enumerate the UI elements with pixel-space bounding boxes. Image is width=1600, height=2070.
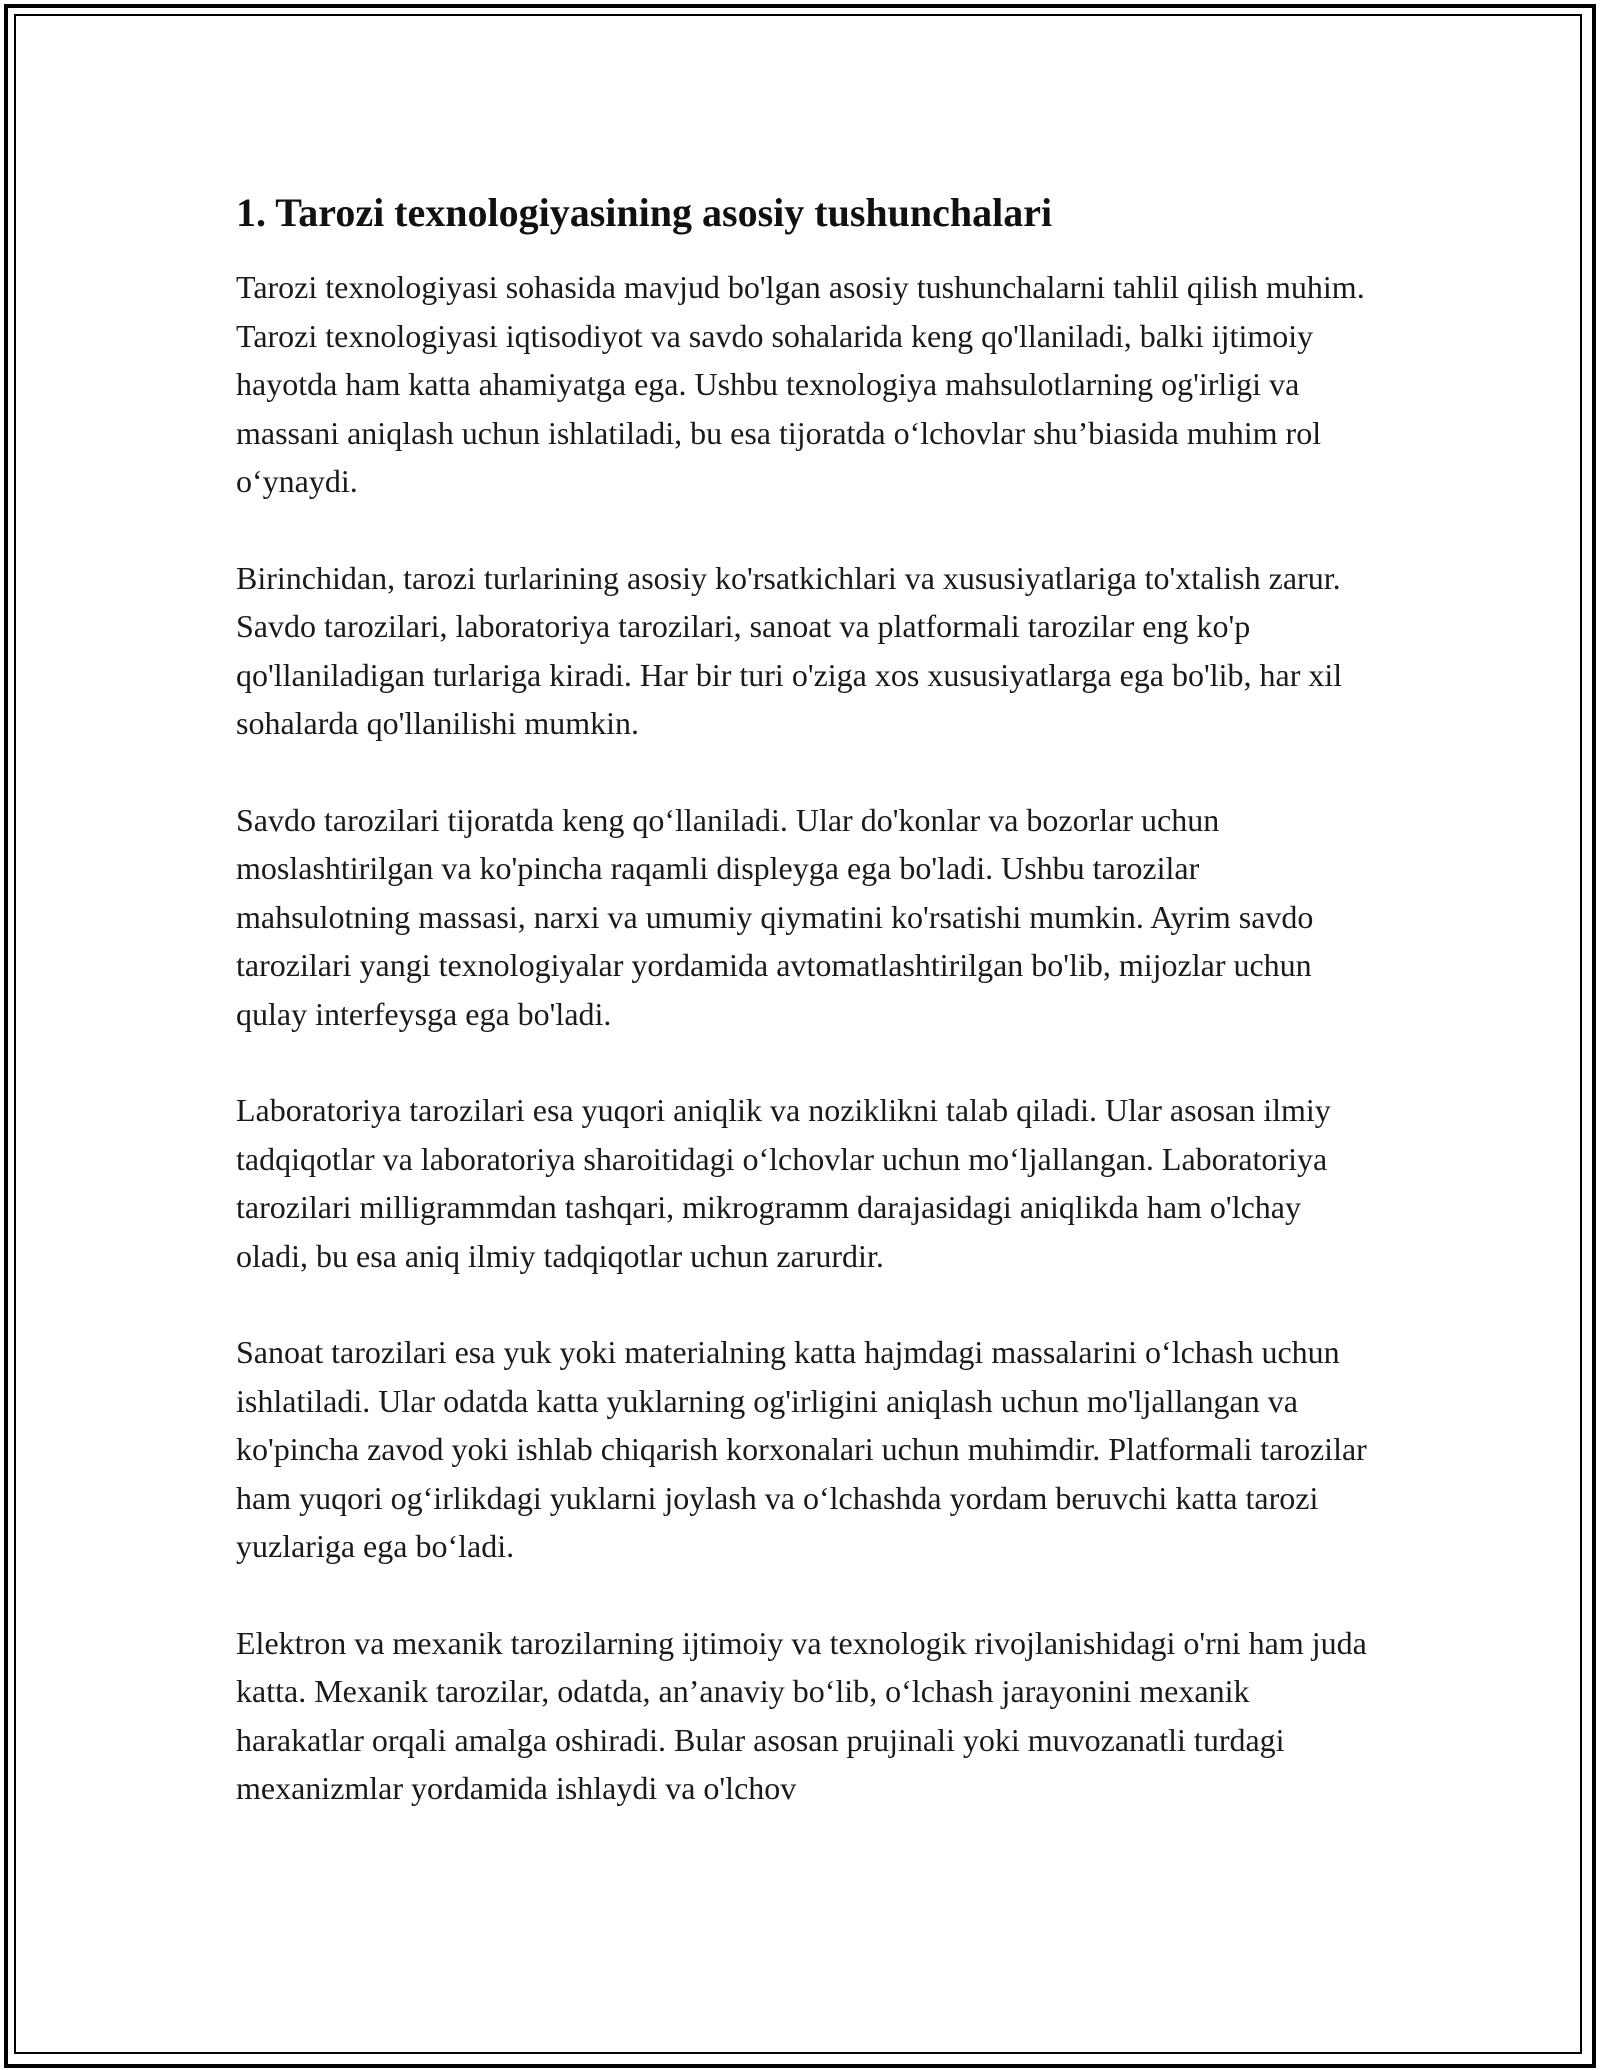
paragraph-trade-scales: Savdo tarozilari tijoratda keng qo‘llaniladi. Ular do'konlar va bozorlar uchun moslashtirilgan va ko'pincha raqamli displeyga ega bo'ladi. Ushbu tarozilar mahsulotning massasi, narxi va umumiy qiymatini ko'rsatishi mumkin. Ayrim savdo tarozilari yangi texnologiyalar yordamida avtomatlashtirilgan bo'lib, mijozlar uchun qulay interfeysga ega bo'ladi. (236, 801, 1314, 1032)
section-heading: 1. Tarozi texnologiyasining asosiy tushunchalari (236, 190, 1053, 235)
paragraph-intro: Tarozi texnologiyasi sohasida mavjud bo'lgan asosiy tushunchalarni tahlil qilish muhim. Tarozi texnologiyasi iqtisodiyot va savdo sohalarida keng qo'llaniladi, balki ijtimoiy hayotda ham katta ahamiyatga ega. Ushbu texnologiya mahsulotlarning og'irligi va massani aniqlash uchun ishlatiladi, bu esa tijoratda o‘lchovlar shu’biasida muhim rol o‘ynaydi. (236, 269, 1365, 499)
paragraph-electronic-mechanical: Elektron va mexanik tarozilarning ijtimoiy va texnologik rivojlanishidagi o'rni ham juda katta. Mexanik tarozilar, odatda, an’anaviy bo‘lib, o‘lchash jarayonini mexanik harakatlar orqali amalga oshiradi. Bular asosan prujinali yoki muvozanatli turdagi mexanizmlar yordamida ishlaydi va o'lchov (236, 1624, 1367, 1806)
paragraph-scale-types: Birinchidan, tarozi turlarining asosiy ko'rsatkichlari va xususiyatlariga to'xtalish zarur. Savdo tarozilari, laboratoriya tarozilari, sanoat va platformali tarozilar eng ko'p qo'llaniladigan turlariga kiradi. Har bir turi o'ziga xos xususiyatlarga ega bo'lib, har xil sohalarda qo'llanilishi mumkin. (236, 559, 1343, 741)
paragraph-laboratory-scales: Laboratoriya tarozilari esa yuqori aniqlik va noziklikni talab qiladi. Ular asosan ilmiy tadqiqotlar va laboratoriya sharoitidagi o‘lchovlar uchun mo‘ljallangan. Laboratoriya tarozilari milligrammdan tashqari, mikrogramm darajasidagi aniqlikda ham o'lchay oladi, bu esa aniq ilmiy tadqiqotlar uchun zarurdir. (236, 1092, 1331, 1274)
document-body (236, 185, 1376, 1813)
paragraph-industrial-scales: Sanoat tarozilari esa yuk yoki materialning katta hajmdagi massalarini o‘lchash uchun ishlatiladi. Ular odatda katta yuklarning og'irligini aniqlash uchun mo'ljallangan va ko'pincha zavod yoki ishlab chiqarish korxonalari uchun muhimdir. Platformali tarozilar ham yuqori og‘irlikdagi yuklarni joylash va o‘lchashda yordam beruvchi katta tarozi yuzlariga ega bo‘ladi. (236, 1334, 1367, 1564)
